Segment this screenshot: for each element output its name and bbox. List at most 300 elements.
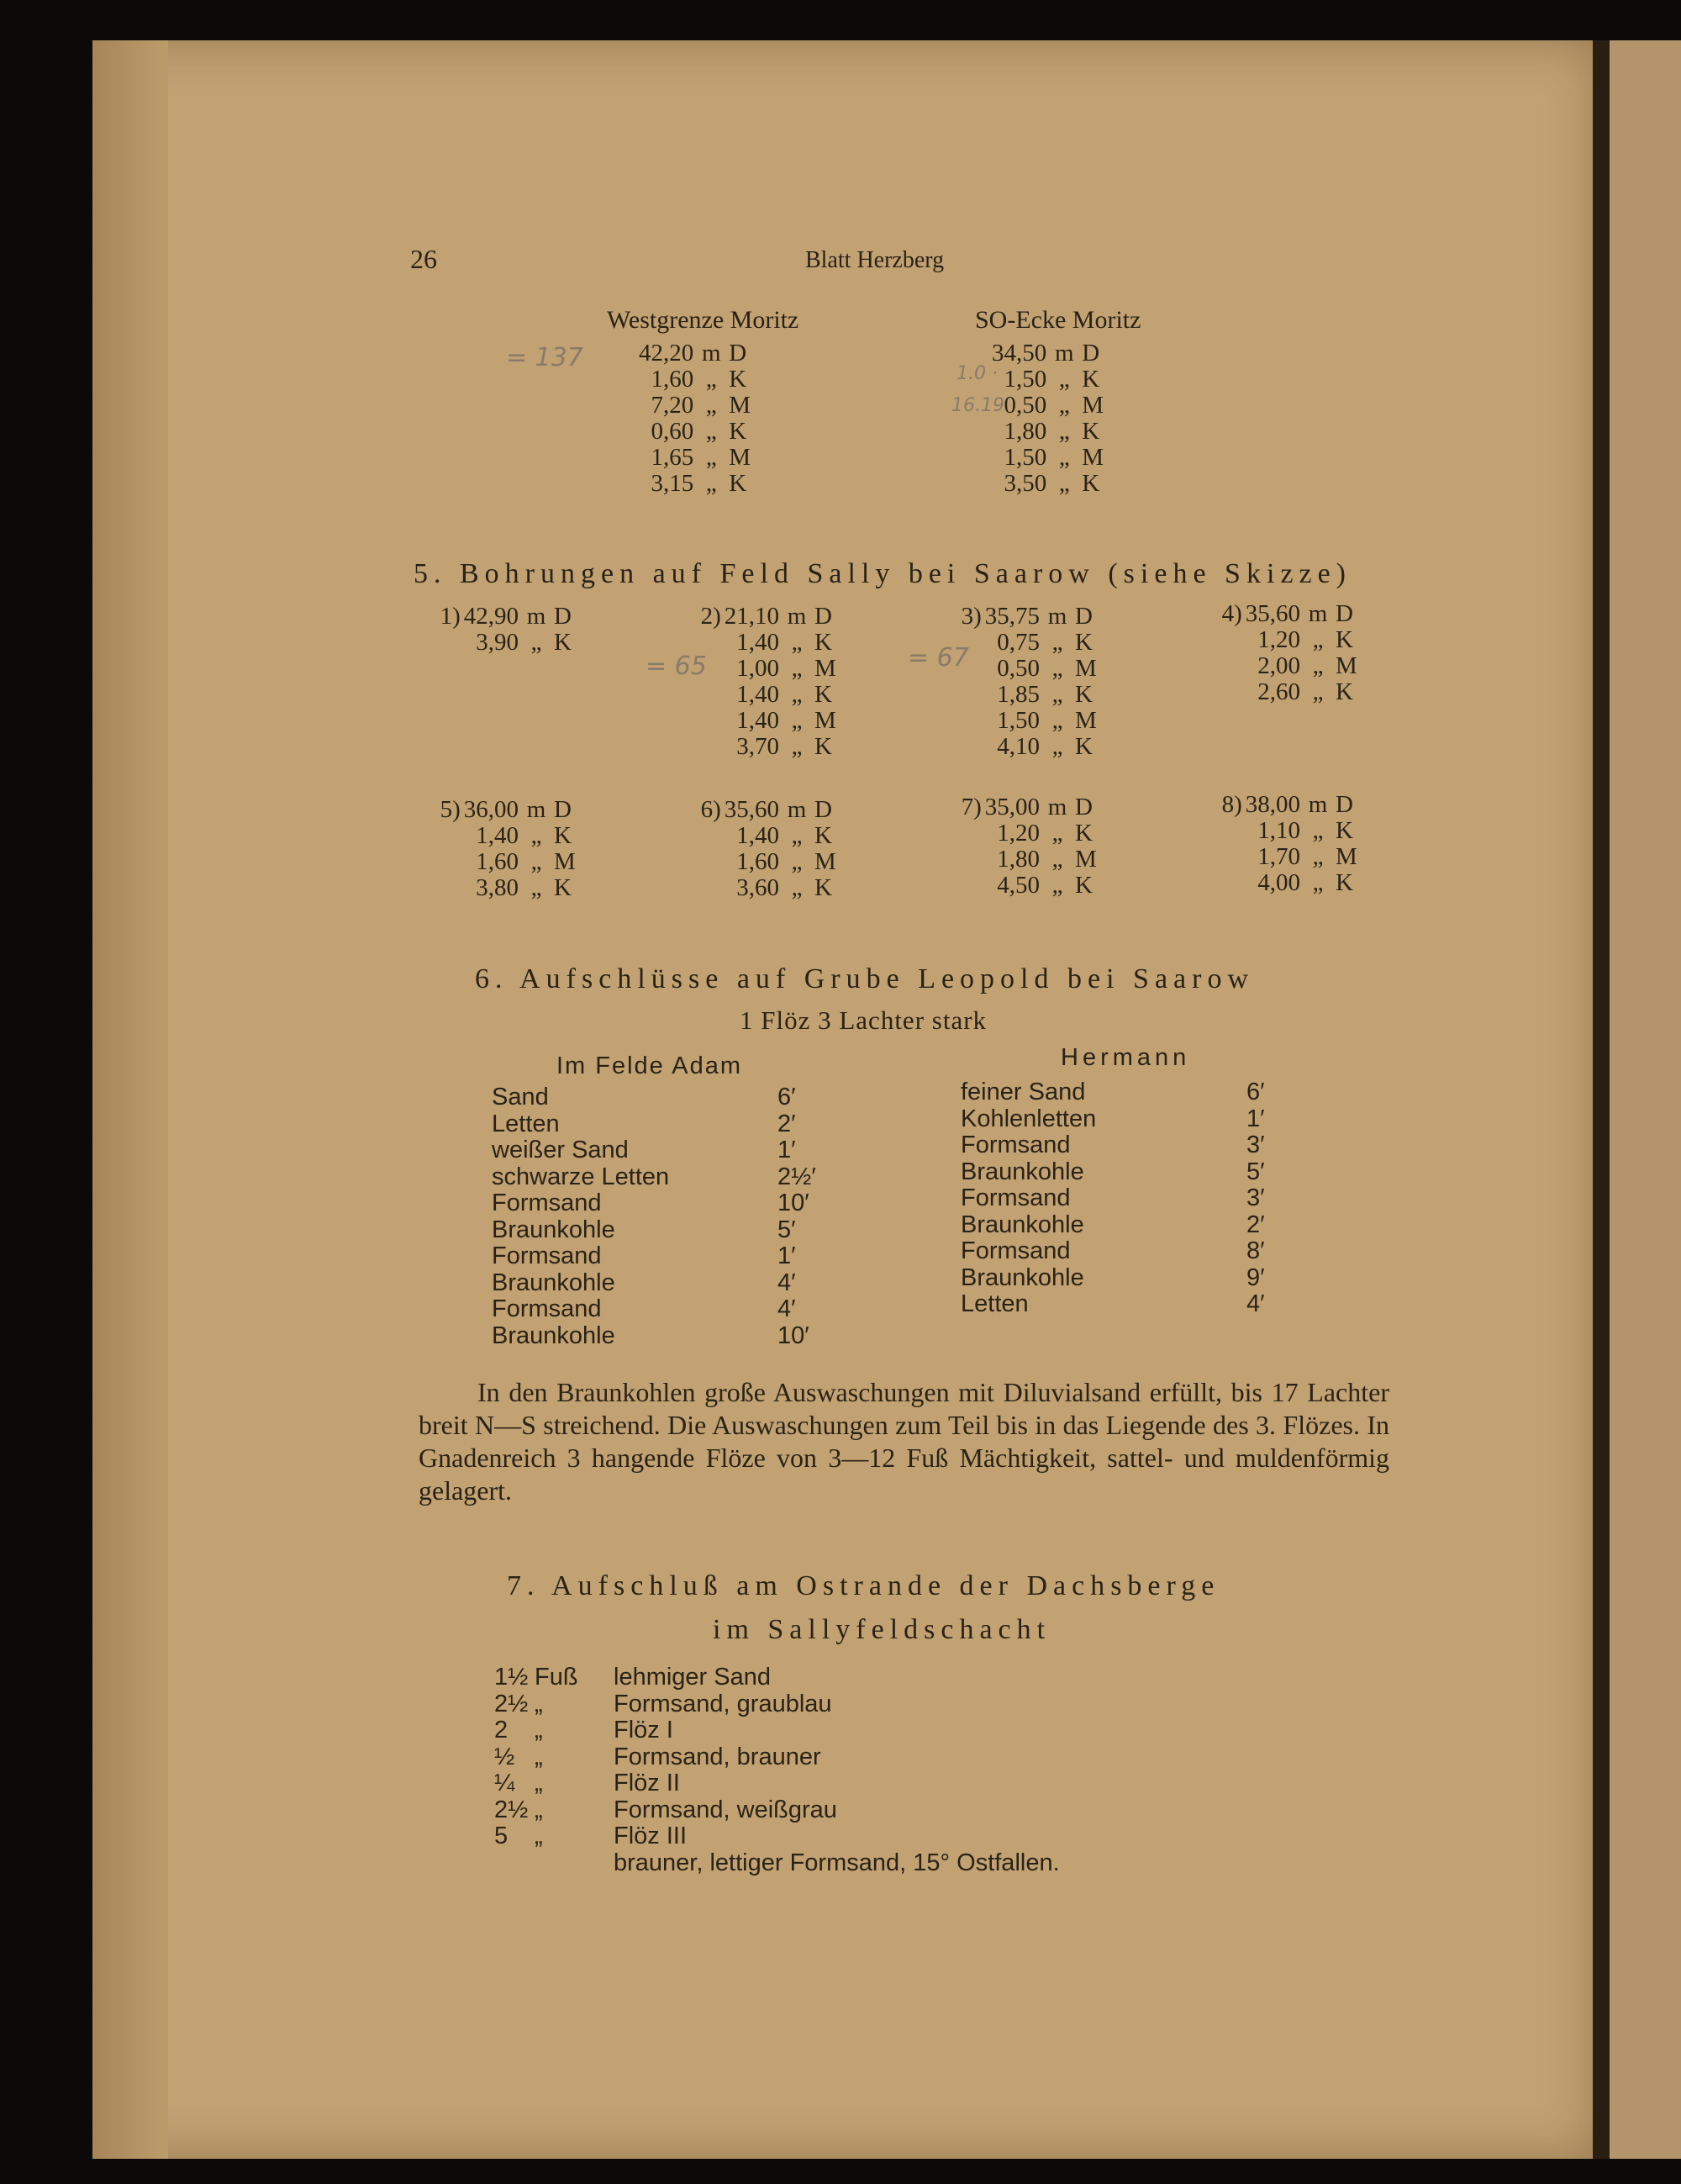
depth-value: 1,50 [1004,366,1047,393]
measure-row [685,849,845,875]
thickness-unit [535,1850,614,1877]
depth-value: 1,50 [997,707,1040,734]
stratum-name: Formsand [961,1184,1071,1211]
depth-value: 35,60 [1245,600,1300,627]
section-7-table [494,1664,1060,1876]
stratum-name: weißer Sand [492,1137,629,1163]
unit: „ [530,874,542,901]
thickness-unit: „ [535,1690,543,1717]
stratum-name: Flöz III [614,1823,688,1849]
measure-row [639,445,759,471]
layer-code: M [729,444,751,471]
westgrenze-values [639,340,759,497]
unit: „ [791,707,803,734]
measure-row [639,393,759,419]
depth-value: 2,00 [1257,652,1300,679]
stratum-thickness: 6′ [777,1084,796,1110]
layer-code: D [554,603,572,630]
unit: „ [791,681,803,708]
layer-code: D [1075,603,1093,630]
unit: m [701,340,721,367]
unit: m [1047,794,1067,820]
page-number: 26 [410,244,437,274]
thickness-value: 2½ [494,1690,529,1717]
depth-value: 4,50 [997,872,1040,899]
unit: „ [791,822,803,849]
unit: m [1308,791,1328,818]
bore-5 [424,797,584,901]
layer-code: K [814,629,832,656]
bore-label: 3) [961,603,982,630]
layer-code: D [1082,340,1100,367]
depth-value: 1,10 [1257,817,1300,844]
unit: m [787,796,807,823]
layer-code: M [554,848,576,875]
thickness-value: 2 [494,1717,509,1744]
unit: m [526,796,546,823]
unit: „ [1051,655,1063,682]
depth-value: 4,00 [1257,869,1300,896]
layer-code: D [814,603,832,630]
unit: „ [791,655,803,682]
depth-value: 1,60 [736,848,779,875]
measure-row [424,797,584,823]
layer-code: K [554,874,572,901]
stratum-thickness: 4′ [777,1269,796,1296]
measure-row [424,630,584,656]
pencil-note-2: 1.0 · [956,363,998,384]
westgrenze-heading: Westgrenze Moritz [607,306,799,334]
unit: „ [791,629,803,656]
unit: „ [705,392,717,419]
stratum-thickness: 4′ [777,1295,796,1322]
measure-row [685,734,845,760]
layer-code: M [1075,707,1097,734]
bore-4 [1206,601,1366,705]
bore-label: 7) [961,794,982,820]
layer-code: K [1082,418,1100,445]
measure-row [946,656,1105,682]
stratum-name: Braunkohle [492,1321,615,1349]
paragraph-auswaschungen: In den Braunkohlen große Auswaschungen mit Diluvialsand erfüllt, bis 17 Lachter breit N—S streichend. Die Auswaschungen zum Teil bis in das Liegende des 3. Flözes. In Gnadenreich 3 hangende Flöze von 3—12 Fuß Mächtigkeit, sattel- und muldenförmig gelagert. [419,1377,1389,1506]
unit: „ [1051,733,1063,760]
layer-code: D [554,796,572,823]
depth-value: 1,40 [736,707,779,734]
unit: „ [1312,626,1324,653]
unit: „ [1058,392,1070,419]
layer-code: M [1082,444,1104,471]
unit: „ [1051,846,1063,873]
stratum-name: Braunkohle [492,1269,615,1296]
measure-row [639,419,759,445]
layer-code: D [814,796,832,823]
measure-row [992,419,1112,445]
pencil-note-3: 16.19 [951,395,1004,416]
measure-row [424,823,584,849]
stratum-thickness: 4′ [1246,1290,1265,1317]
depth-value: 1,40 [736,681,779,708]
shaft-row [494,1797,1060,1824]
stratum-name: Formsand [961,1237,1071,1264]
layer-code: D [1075,794,1093,820]
measure-row [946,708,1105,734]
page-gutter [92,40,168,2159]
stratum-row [961,1079,1265,1106]
measure-row [946,873,1105,899]
measure-row [685,630,845,656]
stratum-row [961,1265,1265,1292]
stratum-thickness: 5′ [777,1216,796,1243]
depth-value: 3,50 [1004,470,1047,497]
thickness-unit: Fuß [535,1664,578,1691]
depth-value: 1,40 [736,822,779,849]
layer-code: K [1336,626,1353,653]
depth-value: 1,80 [1004,418,1047,445]
measure-row [946,847,1105,873]
bore-label: 5) [440,796,461,823]
stratum-name: lehmiger Sand [614,1664,771,1691]
depth-value: 1,70 [1257,843,1300,870]
measure-row [685,604,845,630]
stratum-thickness: 6′ [1246,1079,1265,1105]
unit: „ [1312,843,1324,870]
stratum-row [492,1296,816,1323]
layer-code: K [1082,470,1100,497]
depth-value: 7,20 [651,392,694,419]
layer-code: K [1336,869,1353,896]
layer-code: D [729,340,747,367]
so-ecke-heading: SO-Ecke Moritz [975,306,1141,334]
depth-value: 0,50 [1004,392,1047,419]
unit: m [1308,600,1328,627]
bore-1 [424,604,584,656]
depth-value: 34,50 [992,340,1047,367]
bore-8 [1206,792,1366,896]
stratum-thickness: 1′ [777,1242,796,1269]
measure-row [639,367,759,393]
depth-value: 4,10 [997,733,1040,760]
stratum-thickness: 2′ [777,1110,796,1137]
measure-row [946,820,1105,847]
unit: m [1054,340,1074,367]
layer-code: K [729,470,747,497]
measure-row [424,604,584,630]
measure-row [639,471,759,497]
unit: „ [1051,707,1063,734]
thickness-value: ½ [494,1743,515,1770]
depth-value: 42,90 [463,603,519,630]
stratum-row [492,1323,816,1350]
unit: „ [1312,678,1324,705]
layer-code: D [1336,791,1353,818]
depth-value: 3,80 [476,874,519,901]
measure-row [992,445,1112,471]
shaft-row [494,1850,1060,1877]
section-5-title: 5. Bohrungen auf Feld Sally bei Saarow (siehe Skizze) [414,558,1352,589]
depth-value: 2,60 [1257,678,1300,705]
layer-code: K [1075,733,1093,760]
measure-row [992,340,1112,367]
stratum-name: Formsand, brauner [614,1743,821,1770]
stratum-thickness: 3′ [1246,1184,1265,1211]
stratum-row [492,1137,816,1164]
stratum-row [492,1243,816,1270]
thickness-unit: „ [535,1796,543,1823]
stratum-row [961,1132,1265,1159]
depth-value: 1,60 [651,366,694,393]
stratum-thickness: 1′ [1246,1105,1265,1132]
measure-row [992,471,1112,497]
shaft-row [494,1717,1060,1744]
measure-row [685,682,845,708]
shaft-row [494,1823,1060,1850]
unit: „ [791,874,803,901]
unit: m [526,603,546,630]
layer-code: M [814,655,836,682]
thickness-value [494,1850,535,1877]
unit: „ [1058,470,1070,497]
measure-row [946,734,1105,760]
stratum-row [961,1212,1265,1239]
pencil-note-1: = 137 [506,343,583,372]
depth-value: 1,50 [1004,444,1047,471]
measure-row [1206,870,1366,896]
measure-row [1206,818,1366,844]
measure-row [424,849,584,875]
unit: „ [530,848,542,875]
depth-value: 0,75 [997,629,1040,656]
layer-code: M [1082,392,1104,419]
bore-label: 1) [440,603,461,630]
section-7-title: 7. Aufschluß am Ostrande der Dachsberge [507,1570,1220,1601]
thickness-value: 5 [494,1823,509,1849]
measure-row [685,656,845,682]
stratum-name: brauner, lettiger Formsand, 15° Ostfallen. [614,1849,1060,1876]
unit: „ [1051,820,1063,847]
stratum-name: Formsand, graublau [614,1690,832,1717]
layer-code: K [814,874,832,901]
measure-row [946,604,1105,630]
measure-row [1206,679,1366,705]
so-ecke-values [992,340,1112,497]
stratum-name: Flöz II [614,1770,680,1796]
unit: „ [1058,418,1070,445]
bore-7 [946,794,1105,899]
stratum-thickness: 5′ [1246,1158,1265,1185]
unit: m [1047,603,1067,630]
depth-value: 1,80 [997,846,1040,873]
depth-value: 35,00 [984,794,1040,820]
layer-code: K [1075,820,1093,847]
layer-code: M [1336,843,1357,870]
unit: „ [1312,817,1324,844]
layer-code: K [814,822,832,849]
depth-value: 1,20 [997,820,1040,847]
stratum-name: Formsand [492,1295,602,1322]
stratum-thickness: 10′ [777,1190,809,1216]
bore-2 [685,604,845,760]
measure-row [992,393,1112,419]
unit: „ [1312,652,1324,679]
stratum-thickness: 2′ [1246,1211,1265,1238]
stratum-row [961,1106,1265,1133]
depth-value: 3,15 [651,470,694,497]
stratum-row [492,1190,816,1217]
binding-edge [1593,40,1610,2159]
adam-heading: Im Felde Adam [556,1052,743,1079]
layer-code: K [1336,678,1353,705]
stratum-name: Letten [492,1110,560,1137]
depth-value: 1,65 [651,444,694,471]
depth-value: 1,00 [736,655,779,682]
layer-code: M [814,848,836,875]
measure-row [685,875,845,901]
bore-label: 4) [1221,600,1242,627]
measure-row [1206,601,1366,627]
depth-value: 42,20 [639,340,694,367]
layer-code: K [814,681,832,708]
layer-code: K [554,629,572,656]
next-page-edge [1610,40,1681,2159]
stratum-row [961,1291,1265,1318]
thickness-value: 1½ [494,1664,529,1691]
stratum-row [492,1270,816,1297]
measure-row [639,340,759,367]
section-6-title: 6. Aufschlüsse auf Grube Leopold bei Saarow [475,963,1255,994]
stratum-name: Sand [492,1084,549,1110]
shaft-row [494,1744,1060,1771]
stratum-thickness: 9′ [1246,1263,1265,1291]
depth-value: 1,40 [476,822,519,849]
unit: „ [705,366,717,393]
bore-3 [946,604,1105,760]
thickness-unit: „ [535,1770,543,1796]
layer-code: K [1075,629,1093,656]
layer-code: K [729,366,747,393]
unit: „ [705,418,717,445]
layer-code: D [1336,600,1353,627]
shaft-row [494,1664,1060,1691]
layer-code: K [1336,817,1353,844]
stratum-name: schwarze Letten [492,1163,670,1190]
layer-code: K [554,822,572,849]
pencil-note-4: = 65 [646,652,707,681]
measure-row [1206,844,1366,870]
stratum-name: Formsand [492,1190,602,1216]
unit: „ [530,822,542,849]
stratum-thickness: 2½′ [777,1163,816,1190]
measure-row [424,875,584,901]
bore-label: 8) [1221,791,1242,818]
depth-value: 0,60 [651,418,694,445]
adam-table [492,1084,816,1349]
unit: „ [1051,872,1063,899]
stratum-row [492,1217,816,1244]
measure-row [1206,653,1366,679]
stratum-name: Kohlenletten [961,1105,1097,1132]
hermann-table [961,1079,1265,1318]
stratum-name: Braunkohle [961,1158,1084,1185]
shaft-row [494,1770,1060,1797]
section-6-subtitle: 1 Flöz 3 Lachter stark [740,1005,988,1035]
depth-value: 38,00 [1245,791,1300,818]
depth-value: 0,50 [997,655,1040,682]
stratum-name: Braunkohle [492,1216,615,1243]
layer-code: K [1075,681,1093,708]
stratum-row [961,1159,1265,1186]
layer-code: M [1075,846,1097,873]
layer-code: K [1082,366,1100,393]
unit: „ [1051,681,1063,708]
stratum-name: Letten [961,1290,1029,1317]
stratum-name: Flöz I [614,1717,673,1744]
bore-label: 2) [700,603,721,630]
layer-code: M [1336,652,1357,679]
depth-value: 1,85 [997,681,1040,708]
unit: „ [791,848,803,875]
unit: „ [1058,366,1070,393]
layer-code: M [814,707,836,734]
stratum-row [492,1111,816,1138]
measure-row [685,797,845,823]
layer-code: K [814,733,832,760]
depth-value: 1,20 [1257,626,1300,653]
stratum-name: Formsand [961,1132,1071,1158]
running-title: Blatt Herzberg [805,247,945,273]
thickness-value: 2½ [494,1796,529,1823]
stratum-thickness: 10′ [777,1321,809,1349]
depth-value: 3,70 [736,733,779,760]
depth-value: 3,90 [476,629,519,656]
stratum-name: Braunkohle [961,1263,1084,1291]
depth-value: 1,60 [476,848,519,875]
depth-value: 1,40 [736,629,779,656]
hermann-heading: Hermann [1061,1044,1191,1071]
layer-code: K [1075,872,1093,899]
stratum-name: feiner Sand [961,1079,1086,1105]
shaft-row [494,1691,1060,1718]
unit: „ [1312,869,1324,896]
layer-code: M [1075,655,1097,682]
unit: „ [705,444,717,471]
measure-row [946,682,1105,708]
stratum-thickness: 1′ [777,1137,796,1163]
stratum-row [961,1238,1265,1265]
stratum-row [492,1084,816,1111]
depth-value: 35,75 [984,603,1040,630]
stratum-name: Braunkohle [961,1211,1084,1238]
thickness-value: ¼ [494,1770,515,1796]
unit: „ [530,629,542,656]
unit: m [787,603,807,630]
depth-value: 36,00 [463,796,519,823]
unit: „ [791,733,803,760]
measure-row [946,794,1105,820]
measure-row [946,630,1105,656]
stratum-row [961,1185,1265,1212]
section-7-subtitle: im Sallyfeldschacht [713,1614,1051,1645]
thickness-unit: „ [535,1717,543,1744]
measure-row [1206,627,1366,653]
bore-6 [685,797,845,901]
stratum-name: Formsand [492,1242,602,1269]
thickness-unit: „ [535,1743,543,1770]
stratum-thickness: 3′ [1246,1132,1265,1158]
layer-code: K [729,418,747,445]
unit: „ [1058,444,1070,471]
stratum-row [492,1164,816,1191]
depth-value: 35,60 [724,796,779,823]
